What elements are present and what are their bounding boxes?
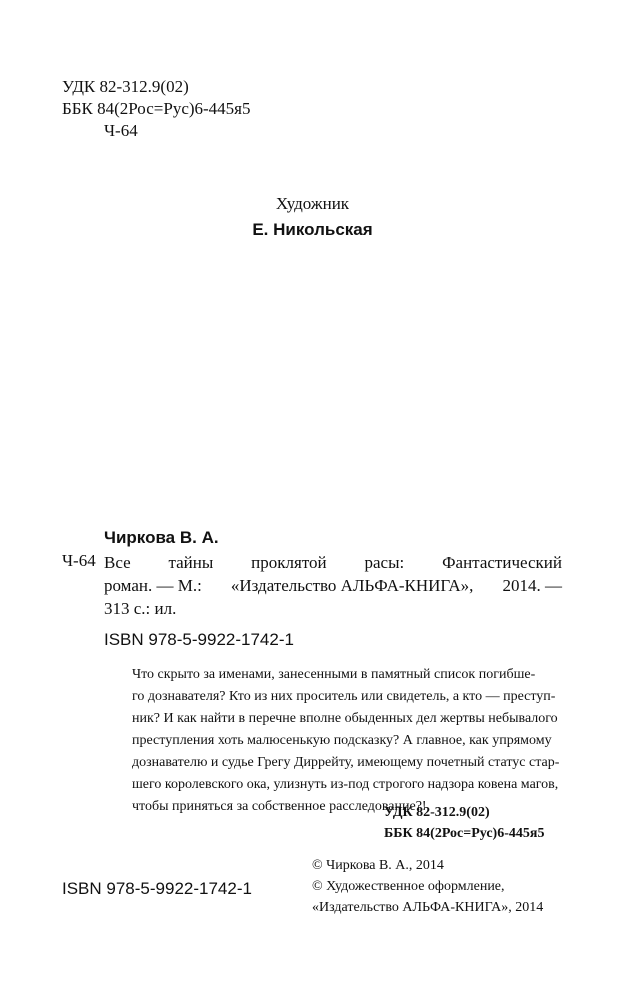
- copyright-line: © Чиркова В. А., 2014: [312, 858, 444, 873]
- udk-code: УДК 82-312.9(02): [62, 77, 189, 96]
- biblio-word: расы:: [364, 553, 405, 572]
- record-author-mark: Ч-64: [62, 551, 96, 570]
- record-isbn: ISBN 978-5-9922-1742-1: [104, 630, 294, 649]
- annotation-line: ник? И как найти в перечне вполне обыденных дел жертвы небывалого: [132, 711, 558, 726]
- annotation-line: чтобы приняться за собственное расследование?!: [132, 799, 427, 814]
- footer-udk: УДК 82-312.9(02): [384, 805, 490, 820]
- annotation-line: преступления хоть малюсенькую подсказку? А главное, как упрямому: [132, 733, 552, 748]
- biblio-word: Все: [104, 553, 131, 572]
- artist-role: Художник: [275, 194, 350, 213]
- biblio-word: проклятой: [251, 553, 327, 572]
- annotation-line: Что скрыто за именами, занесенными в памятный список погибше-: [132, 667, 536, 682]
- biblio-line-3: 313 с.: ил.: [104, 599, 177, 618]
- footer-classification: [384, 802, 544, 844]
- annotation: [132, 664, 562, 818]
- bbk-code: ББК 84(2Рос=Рус)6-445я5: [62, 99, 251, 118]
- annotation-line: шего королевского ока, улизнуть из-под строгого надзора ковена магов,: [132, 777, 559, 792]
- copyright-line: «Издательство АЛЬФА-КНИГА», 2014: [312, 900, 544, 915]
- annotation-line: дознавателю и судье Грегу Диррейту, имеющему почетный статус стар-: [132, 755, 560, 770]
- biblio-word: роман. — М.:: [104, 576, 202, 595]
- footer-bbk: ББК 84(2Рос=Рус)6-445я5: [384, 826, 545, 841]
- copyright-block: [312, 855, 543, 918]
- biblio-word: тайны: [168, 553, 214, 572]
- biblio-word: Фантастический: [442, 553, 562, 572]
- copyright-line: © Художественное оформление,: [312, 879, 505, 894]
- artist-name: Е. Никольская: [252, 220, 373, 239]
- biblio-word: 2014. —: [502, 576, 562, 595]
- author-mark: Ч-64: [104, 121, 138, 140]
- record-author: Чиркова В. А.: [104, 528, 219, 547]
- classification-block: [62, 76, 251, 142]
- annotation-line: го дознавателя? Кто из них проситель или свидетель, а кто — преступ-: [132, 689, 556, 704]
- bibliographic-description: [104, 551, 562, 620]
- biblio-word: «Издательство АЛЬФА-КНИГА»,: [230, 576, 474, 595]
- biblio-line-1: [104, 551, 562, 574]
- footer-isbn: ISBN 978-5-9922-1742-1: [62, 879, 252, 898]
- biblio-line-2: [104, 574, 562, 597]
